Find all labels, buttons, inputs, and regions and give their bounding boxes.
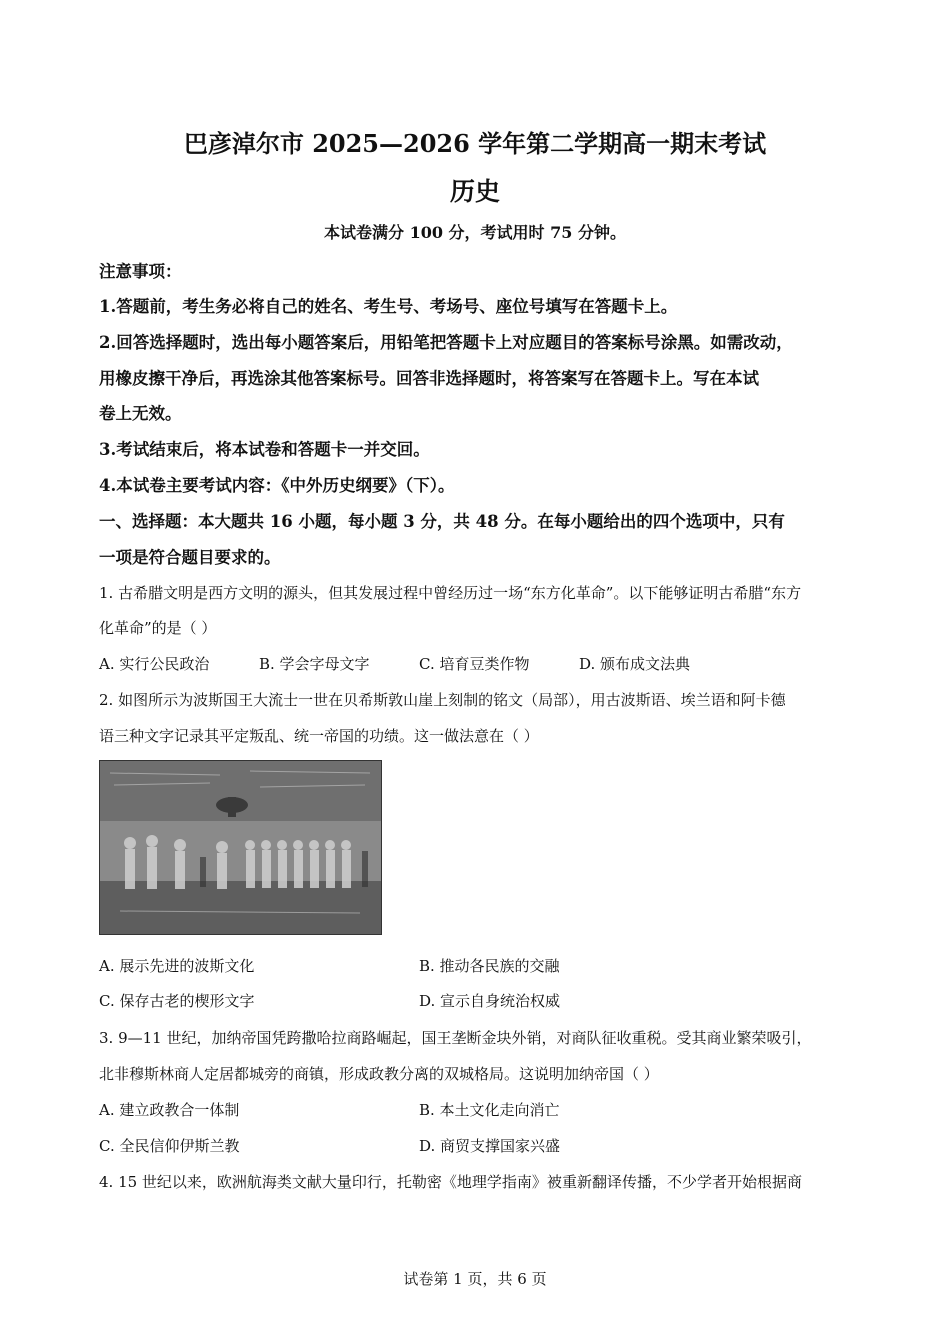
question-2-stem: 语三种文字记录其平定叛乱、统一帝国的功绩。这一做法意在（ ） — [99, 727, 539, 745]
option-c[interactable]: C. 全民信仰伊斯兰教 — [99, 1137, 240, 1155]
question-2-options — [99, 955, 859, 979]
question-3-stem: 3. 9—11 世纪，加纳帝国凭跨撒哈拉商路崛起，国王垄断金块外销，对商队征收重税。受其商业繁荣吸引， — [99, 1029, 812, 1047]
question-4-stem: 4. 15 世纪以来，欧洲航海类文献大量印行，托勒密《地理学指南》被重新翻译传播，不少学者开始根据商 — [99, 1173, 802, 1191]
option-d[interactable]: D. 宣示自身统治权威 — [419, 992, 561, 1010]
section-heading: 一项是符合题目要求的。 — [99, 548, 281, 567]
option-b[interactable]: B. 推动各民族的交融 — [419, 957, 560, 975]
relief-illustration — [100, 761, 381, 934]
question-1-stem: 化革命”的是（ ） — [99, 619, 217, 637]
notice-line: 3.考试结束后，将本试卷和答题卡一并交回。 — [99, 440, 430, 459]
exam-title: 巴彦淖尔市 2025—2026 学年第二学期高一期末考试 — [183, 129, 767, 158]
option-b[interactable]: B. 本土文化走向消亡 — [419, 1101, 560, 1119]
option-c[interactable]: C. 培育豆类作物 — [419, 655, 530, 673]
option-c[interactable]: C. 保存古老的楔形文字 — [99, 992, 255, 1010]
notice-heading: 注意事项： — [99, 262, 182, 281]
question-1-options — [99, 653, 859, 677]
section-heading: 一、选择题：本大题共 16 小题，每小题 3 分，共 48 分。在每小题给出的四个选项中，只有 — [99, 512, 785, 531]
option-a[interactable]: A. 展示先进的波斯文化 — [99, 957, 255, 975]
question-2-options — [99, 990, 859, 1014]
option-d[interactable]: D. 颁布成文法典 — [579, 655, 691, 673]
notice-line: 用橡皮擦干净后，再选涂其他答案标号。回答非选择题时，将答案写在答题卡上。写在本试 — [99, 369, 759, 388]
question-1-stem: 1. 古希腊文明是西方文明的源头，但其发展过程中曾经历过一场“东方化革命”。以下能够证明古希腊“东方 — [99, 584, 802, 602]
option-b[interactable]: B. 学会字母文字 — [259, 655, 370, 673]
subject-title: 历史 — [449, 177, 500, 206]
exam-info: 本试卷满分 100 分，考试用时 75 分钟。 — [324, 223, 626, 242]
question-2-stem: 2. 如图所示为波斯国王大流士一世在贝希斯敦山崖上刻制的铭文（局部），用古波斯语、埃兰语和阿卡德 — [99, 691, 786, 709]
option-a[interactable]: A. 实行公民政治 — [99, 655, 210, 673]
option-d[interactable]: D. 商贸支撑国家兴盛 — [419, 1137, 561, 1155]
page-footer: 试卷第 1 页，共 6 页 — [403, 1270, 547, 1288]
notice-line: 2.回答选择题时，选出每小题答案后，用铅笔把答题卡上对应题目的答案标号涂黑。如需改动， — [99, 333, 793, 352]
notice-line: 4.本试卷主要考试内容：《中外历史纲要》（下）。 — [99, 476, 455, 495]
option-a[interactable]: A. 建立政教合一体制 — [99, 1101, 240, 1119]
notice-line: 卷上无效。 — [99, 404, 182, 423]
notice-line: 1.答题前，考生务必将自己的姓名、考生号、考场号、座位号填写在答题卡上。 — [99, 297, 678, 316]
question-3-options — [99, 1135, 859, 1159]
behistun-relief-image — [99, 760, 382, 935]
question-3-stem: 北非穆斯林商人定居都城旁的商镇，形成政教分离的双城格局。这说明加纳帝国（ ） — [99, 1065, 659, 1083]
question-3-options — [99, 1099, 859, 1123]
